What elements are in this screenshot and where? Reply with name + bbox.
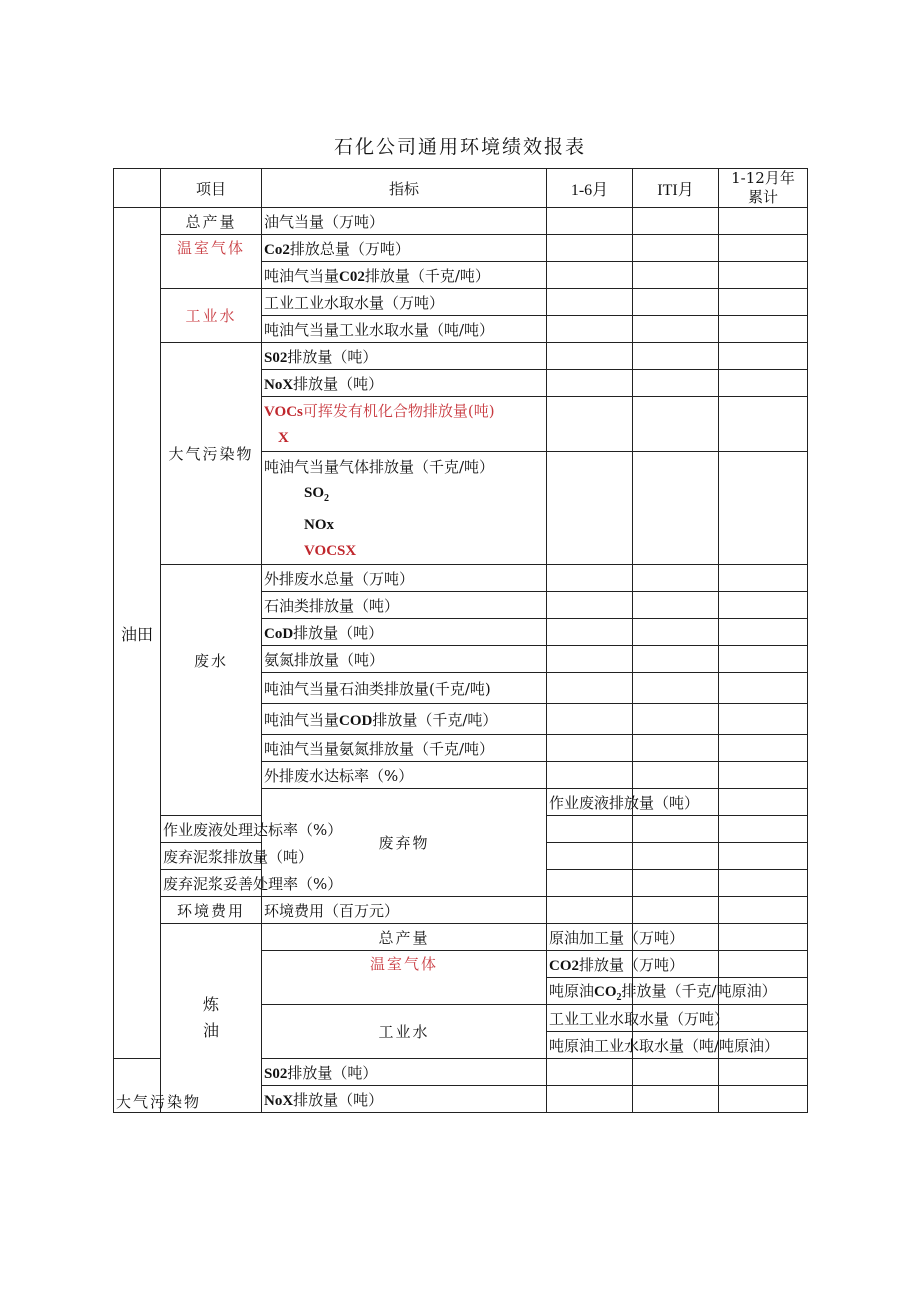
value-cell[interactable] [633, 289, 719, 316]
value-cell[interactable] [719, 370, 808, 397]
value-cell[interactable] [719, 316, 808, 343]
indicator-cell: 吨油气当量C02排放量（千克/吨） [262, 262, 547, 289]
value-cell[interactable] [719, 235, 808, 262]
value-cell[interactable] [547, 735, 633, 762]
value-cell[interactable] [547, 397, 633, 452]
value-cell[interactable] [719, 646, 808, 673]
indicator-cell: 吨油气当量COD排放量（千克/吨） [262, 704, 547, 735]
indicator-cell: 吨油气当量氨氮排放量（千克/吨） [262, 735, 547, 762]
value-cell[interactable] [547, 592, 633, 619]
value-cell[interactable] [719, 924, 808, 951]
category-total-output: 总产量 [262, 924, 547, 951]
segment-oilfield: 油田 [114, 208, 161, 1059]
value-cell[interactable] [719, 870, 808, 897]
page-title: 石化公司通用环境绩效报表 [333, 136, 586, 158]
header-blank [114, 169, 161, 208]
category-waste: 废弃物 [262, 789, 547, 897]
indicator-cell: 氨氮排放量（吨） [262, 646, 547, 673]
value-cell[interactable] [633, 816, 719, 843]
category-ghg: 温室气体 [161, 235, 262, 289]
value-cell[interactable] [633, 843, 719, 870]
category-air: 大气污染物 [161, 343, 262, 565]
report-table [113, 168, 808, 1113]
segment-refinery: 炼 油 [161, 924, 262, 1113]
value-cell[interactable] [633, 762, 719, 789]
value-cell[interactable] [719, 789, 808, 816]
indicator-cell: 外排废水达标率（%） [262, 762, 547, 789]
value-cell[interactable] [547, 816, 633, 843]
category-env-cost: 环境费用 [161, 897, 262, 924]
value-cell[interactable] [547, 673, 633, 704]
value-cell[interactable] [547, 343, 633, 370]
value-cell[interactable] [719, 816, 808, 843]
value-cell[interactable] [633, 565, 719, 592]
table-row [114, 897, 808, 924]
value-cell[interactable] [719, 1059, 808, 1086]
value-cell[interactable] [547, 565, 633, 592]
value-cell[interactable] [719, 951, 808, 978]
value-cell[interactable] [633, 370, 719, 397]
indicator-cell: 油气当量（万吨） [262, 208, 547, 235]
table-row [114, 208, 808, 235]
table-row [114, 235, 808, 262]
value-cell[interactable] [719, 1005, 808, 1032]
value-cell[interactable] [719, 1086, 808, 1113]
category-air: 大气污染物 [114, 1059, 161, 1113]
value-cell[interactable] [547, 1086, 633, 1113]
indicator-cell: 外排废水总量（万吨） [262, 565, 547, 592]
indicator-cell: VOCs可挥发有机化合物排放量(吨) X [262, 397, 547, 452]
value-cell[interactable] [633, 235, 719, 262]
value-cell[interactable] [719, 843, 808, 870]
value-cell[interactable] [633, 735, 719, 762]
value-cell[interactable] [547, 208, 633, 235]
table-row [114, 289, 808, 316]
value-cell[interactable] [719, 735, 808, 762]
indicator-cell: 废弃泥浆妥善处理率（%） [161, 870, 262, 897]
value-cell[interactable] [633, 592, 719, 619]
indicator-cell: NoX排放量（吨） [262, 1086, 547, 1113]
value-cell[interactable] [633, 208, 719, 235]
value-cell[interactable] [547, 262, 633, 289]
indicator-cell: 废弃泥浆排放量（吨） [161, 843, 262, 870]
value-cell[interactable] [633, 1086, 719, 1113]
value-cell[interactable] [547, 897, 633, 924]
value-cell[interactable] [547, 289, 633, 316]
header-indicator: 指标 [262, 169, 547, 208]
value-cell[interactable] [719, 397, 808, 452]
value-cell[interactable] [633, 646, 719, 673]
value-cell[interactable] [719, 592, 808, 619]
value-cell[interactable] [547, 646, 633, 673]
table-row [114, 565, 808, 592]
header-iti: ITI月 [633, 169, 719, 208]
indicator-cell: CoD排放量（吨） [262, 619, 547, 646]
indicator-cell: CO2排放量（万吨） [547, 951, 633, 978]
value-cell[interactable] [719, 762, 808, 789]
table-row [114, 343, 808, 370]
indicator-cell: 工业工业水取水量（万吨） [547, 1005, 633, 1032]
value-cell[interactable] [719, 673, 808, 704]
value-cell[interactable] [633, 316, 719, 343]
value-cell[interactable] [633, 619, 719, 646]
value-cell[interactable] [719, 897, 808, 924]
category-wastewater: 废水 [161, 565, 262, 816]
table-row [114, 924, 808, 951]
value-cell[interactable] [719, 262, 808, 289]
indicator-cell: 原油加工量（万吨） [547, 924, 633, 951]
indicator-cell: 吨原油$CO_2$排放量（千克/吨原油） [547, 978, 633, 1005]
value-cell[interactable] [719, 452, 808, 565]
category-total-output: 总产量 [161, 208, 262, 235]
value-cell[interactable] [633, 704, 719, 735]
value-cell[interactable] [547, 762, 633, 789]
value-cell[interactable] [719, 704, 808, 735]
value-cell[interactable] [547, 870, 633, 897]
indicator-cell: 吨油气当量气体排放量（千克/吨） $SO_2$ NOx VOCSX [262, 452, 547, 565]
value-cell[interactable] [719, 343, 808, 370]
value-cell[interactable] [547, 1059, 633, 1086]
indicator-cell: S02排放量（吨） [262, 343, 547, 370]
value-cell[interactable] [547, 316, 633, 343]
value-cell[interactable] [633, 897, 719, 924]
header-h1: 1-6月 [547, 169, 633, 208]
indicator-cell: 吨油气当量石油类排放量(千克/吨) [262, 673, 547, 704]
value-cell[interactable] [633, 397, 719, 452]
indicator-cell: 石油类排放量（吨） [262, 592, 547, 619]
indicator-cell: 吨油气当量工业水取水量（吨/吨） [262, 316, 547, 343]
value-cell[interactable] [719, 619, 808, 646]
value-cell[interactable] [547, 619, 633, 646]
category-water: 工业水 [262, 1005, 547, 1059]
value-cell[interactable] [633, 262, 719, 289]
header-item: 项目 [161, 169, 262, 208]
header-row [114, 169, 808, 208]
indicator-cell: 工业工业水取水量（万吨） [262, 289, 547, 316]
value-cell[interactable] [633, 343, 719, 370]
value-cell[interactable] [633, 1059, 719, 1086]
indicator-cell: S02排放量（吨） [262, 1059, 547, 1086]
indicator-cell: 作业废液排放量（吨） [547, 789, 633, 816]
value-cell[interactable] [547, 235, 633, 262]
indicator-cell: 吨原油工业水取水量（吨/吨原油） [547, 1032, 633, 1059]
category-water: 工业水 [161, 289, 262, 343]
value-cell[interactable] [633, 452, 719, 565]
indicator-cell: Co2排放总量（万吨） [262, 235, 547, 262]
value-cell[interactable] [719, 289, 808, 316]
value-cell[interactable] [633, 673, 719, 704]
value-cell[interactable] [547, 843, 633, 870]
value-cell[interactable] [719, 208, 808, 235]
value-cell[interactable] [547, 452, 633, 565]
indicator-cell: 作业废液处理达标率（%） [161, 816, 262, 843]
category-ghg: 温室气体 [262, 951, 547, 1005]
header-cumulative: 1-12月年 累计 [719, 169, 808, 208]
indicator-cell: NoX排放量（吨） [262, 370, 547, 397]
value-cell[interactable] [719, 565, 808, 592]
value-cell[interactable] [633, 870, 719, 897]
value-cell[interactable] [547, 370, 633, 397]
value-cell[interactable] [547, 704, 633, 735]
indicator-cell: 环境费用（百万元） [262, 897, 547, 924]
